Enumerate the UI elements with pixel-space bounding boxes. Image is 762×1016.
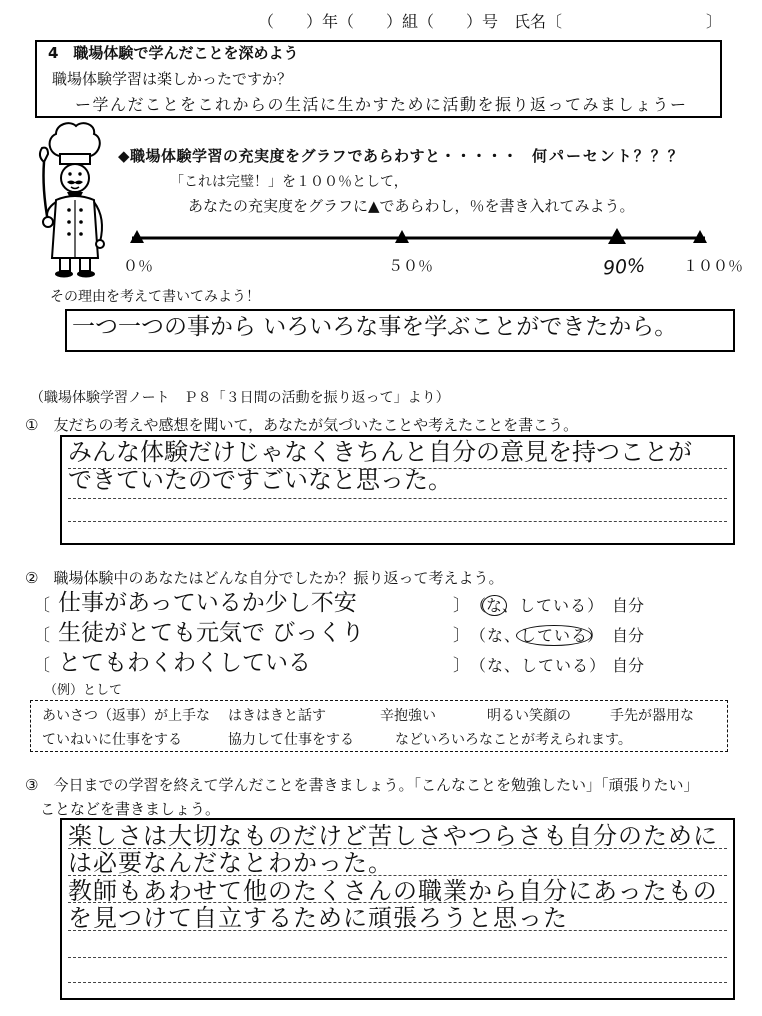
rating-heading-question: 何パーセント？？？: [532, 147, 685, 165]
q2-answer: とてもわくわくしている: [58, 650, 311, 676]
example-item: 辛抱強い: [380, 708, 436, 724]
choice-na: な: [482, 595, 507, 616]
q2-row: [0, 590, 762, 620]
q1-answer-line-2: できていたのですごいなと思った。: [68, 466, 452, 494]
rating-instruction-2: あなたの充実度をグラフに▲であらわし，％を書き入れてみよう。: [188, 197, 635, 215]
q2-row: [0, 620, 762, 650]
choice-suffix: 自分: [612, 596, 645, 615]
reason-answer: 一つ一つの事から いろいろな事を学ぶことができたから。: [72, 314, 678, 340]
paren-open: （: [470, 656, 488, 675]
open-bracket: 〔: [33, 626, 50, 646]
choice-group: [470, 596, 604, 615]
intro-question: 職場体験学習は楽しかったですか？: [52, 70, 293, 88]
open-bracket: 〔: [33, 656, 50, 676]
q1-rule: [68, 521, 727, 522]
ladle: [44, 162, 49, 222]
example-item: などいろいろなことが考えられます。: [395, 732, 632, 748]
q1-answer-line-1: みんな体験だけじゃなくきちんと自分の意見を持つことが: [68, 438, 692, 466]
example-item: 手先が器用な: [610, 708, 694, 724]
paren-close: ）: [587, 596, 605, 615]
choice-na: な: [487, 656, 505, 675]
choice-group: [470, 656, 606, 675]
choice-group: [470, 626, 604, 645]
q2-answer: 仕事があっているか少し不安: [58, 590, 357, 616]
paren-open: （: [470, 596, 488, 615]
chef-illustration: [34, 118, 114, 278]
example-item: ていねいに仕事をする: [42, 732, 182, 748]
q2-row: [0, 650, 762, 680]
rating-instruction-1: 「これは完璧！」を１００％として，: [170, 174, 408, 190]
choice-separator: 、: [504, 656, 522, 675]
q1-prompt: ① 友だちの考えや感想を聞いて，あなたが気づいたことや考えたことを書こう。: [25, 416, 579, 434]
paren-close: ）: [587, 626, 605, 645]
scale-label-50: ５０％: [388, 257, 434, 275]
choice-na: な: [487, 626, 505, 645]
q3-answer-line-4: を見つけて自立するために頑張ろうと思った: [68, 904, 568, 932]
q3-answer-line-1: 楽しさは大切なものだけど苦しさやつらさも自分のために: [68, 822, 718, 850]
choice-suffix: 自分: [612, 626, 645, 645]
q3-rule: [68, 982, 727, 983]
open-bracket: 〔: [33, 596, 50, 616]
choice-shiteiru: している: [521, 656, 590, 675]
choice-shiteiru: している: [519, 596, 588, 615]
close-bracket: 〕: [453, 596, 470, 616]
q3-answer-line-3: 教師もあわせて他のたくさんの職業から自分にあったもの: [68, 877, 718, 905]
rating-heading: ◆職場体験学習の充実度をグラフであらわすと・・・・・: [118, 147, 518, 165]
intro-subtitle: ー学んだことをこれからの生活に生かすために活動を振り返ってみましょうー: [75, 95, 688, 114]
q3-prompt-line-2: ことなどを書きましょう。: [40, 800, 221, 818]
choice-suffix: 自分: [612, 656, 645, 675]
close-bracket: 〕: [453, 626, 470, 646]
example-item: はきはきと話す: [228, 708, 326, 724]
note-reference: （職場体験学習ノート Ｐ８「３日間の活動を振り返って」より）: [30, 390, 450, 406]
q3-rule: [68, 957, 727, 958]
q1-rule: [68, 498, 727, 499]
paren-close: ）: [589, 656, 607, 675]
q3-prompt-line-1: ③ 今日までの学習を終えて学んだことを書きましょう。「こんなことを勉強したい」「頑張りたい」: [25, 776, 699, 794]
chef-hat: [50, 123, 100, 156]
answer-marker: [608, 228, 626, 244]
paren-open: （: [470, 626, 488, 645]
section-title: 4 職場体験で学んだことを深めよう: [48, 44, 299, 62]
q3-answer-line-2: は必要なんだなとわかった。: [68, 849, 393, 877]
choice-shiteiru: している: [516, 625, 592, 646]
q2-answer: 生徒がとても元気で びっくり: [58, 620, 365, 646]
reason-prompt: その理由を考えて書いてみよう！: [50, 289, 260, 305]
scale-label-0: ０％: [123, 257, 154, 275]
q2-prompt: ② 職場体験中のあなたはどんな自分でしたか？振り返って考えよう。: [25, 569, 504, 587]
choice-separator: 、: [504, 626, 522, 645]
example-item: 協力して仕事をする: [228, 732, 354, 748]
student-info-line: （ ）年（ ）組（ ）号 氏名〔 〕: [258, 12, 723, 31]
examples-label: （例）として: [44, 683, 123, 698]
answer-percent-label: 90%: [602, 254, 646, 280]
example-item: あいさつ（返事）が上手な: [42, 708, 210, 724]
scale-label-100: １００％: [683, 257, 744, 275]
example-item: 明るい笑顔の: [487, 708, 571, 724]
rating-scale: [0, 222, 762, 252]
close-bracket: 〕: [453, 656, 470, 676]
choice-separator: 、: [502, 596, 520, 615]
